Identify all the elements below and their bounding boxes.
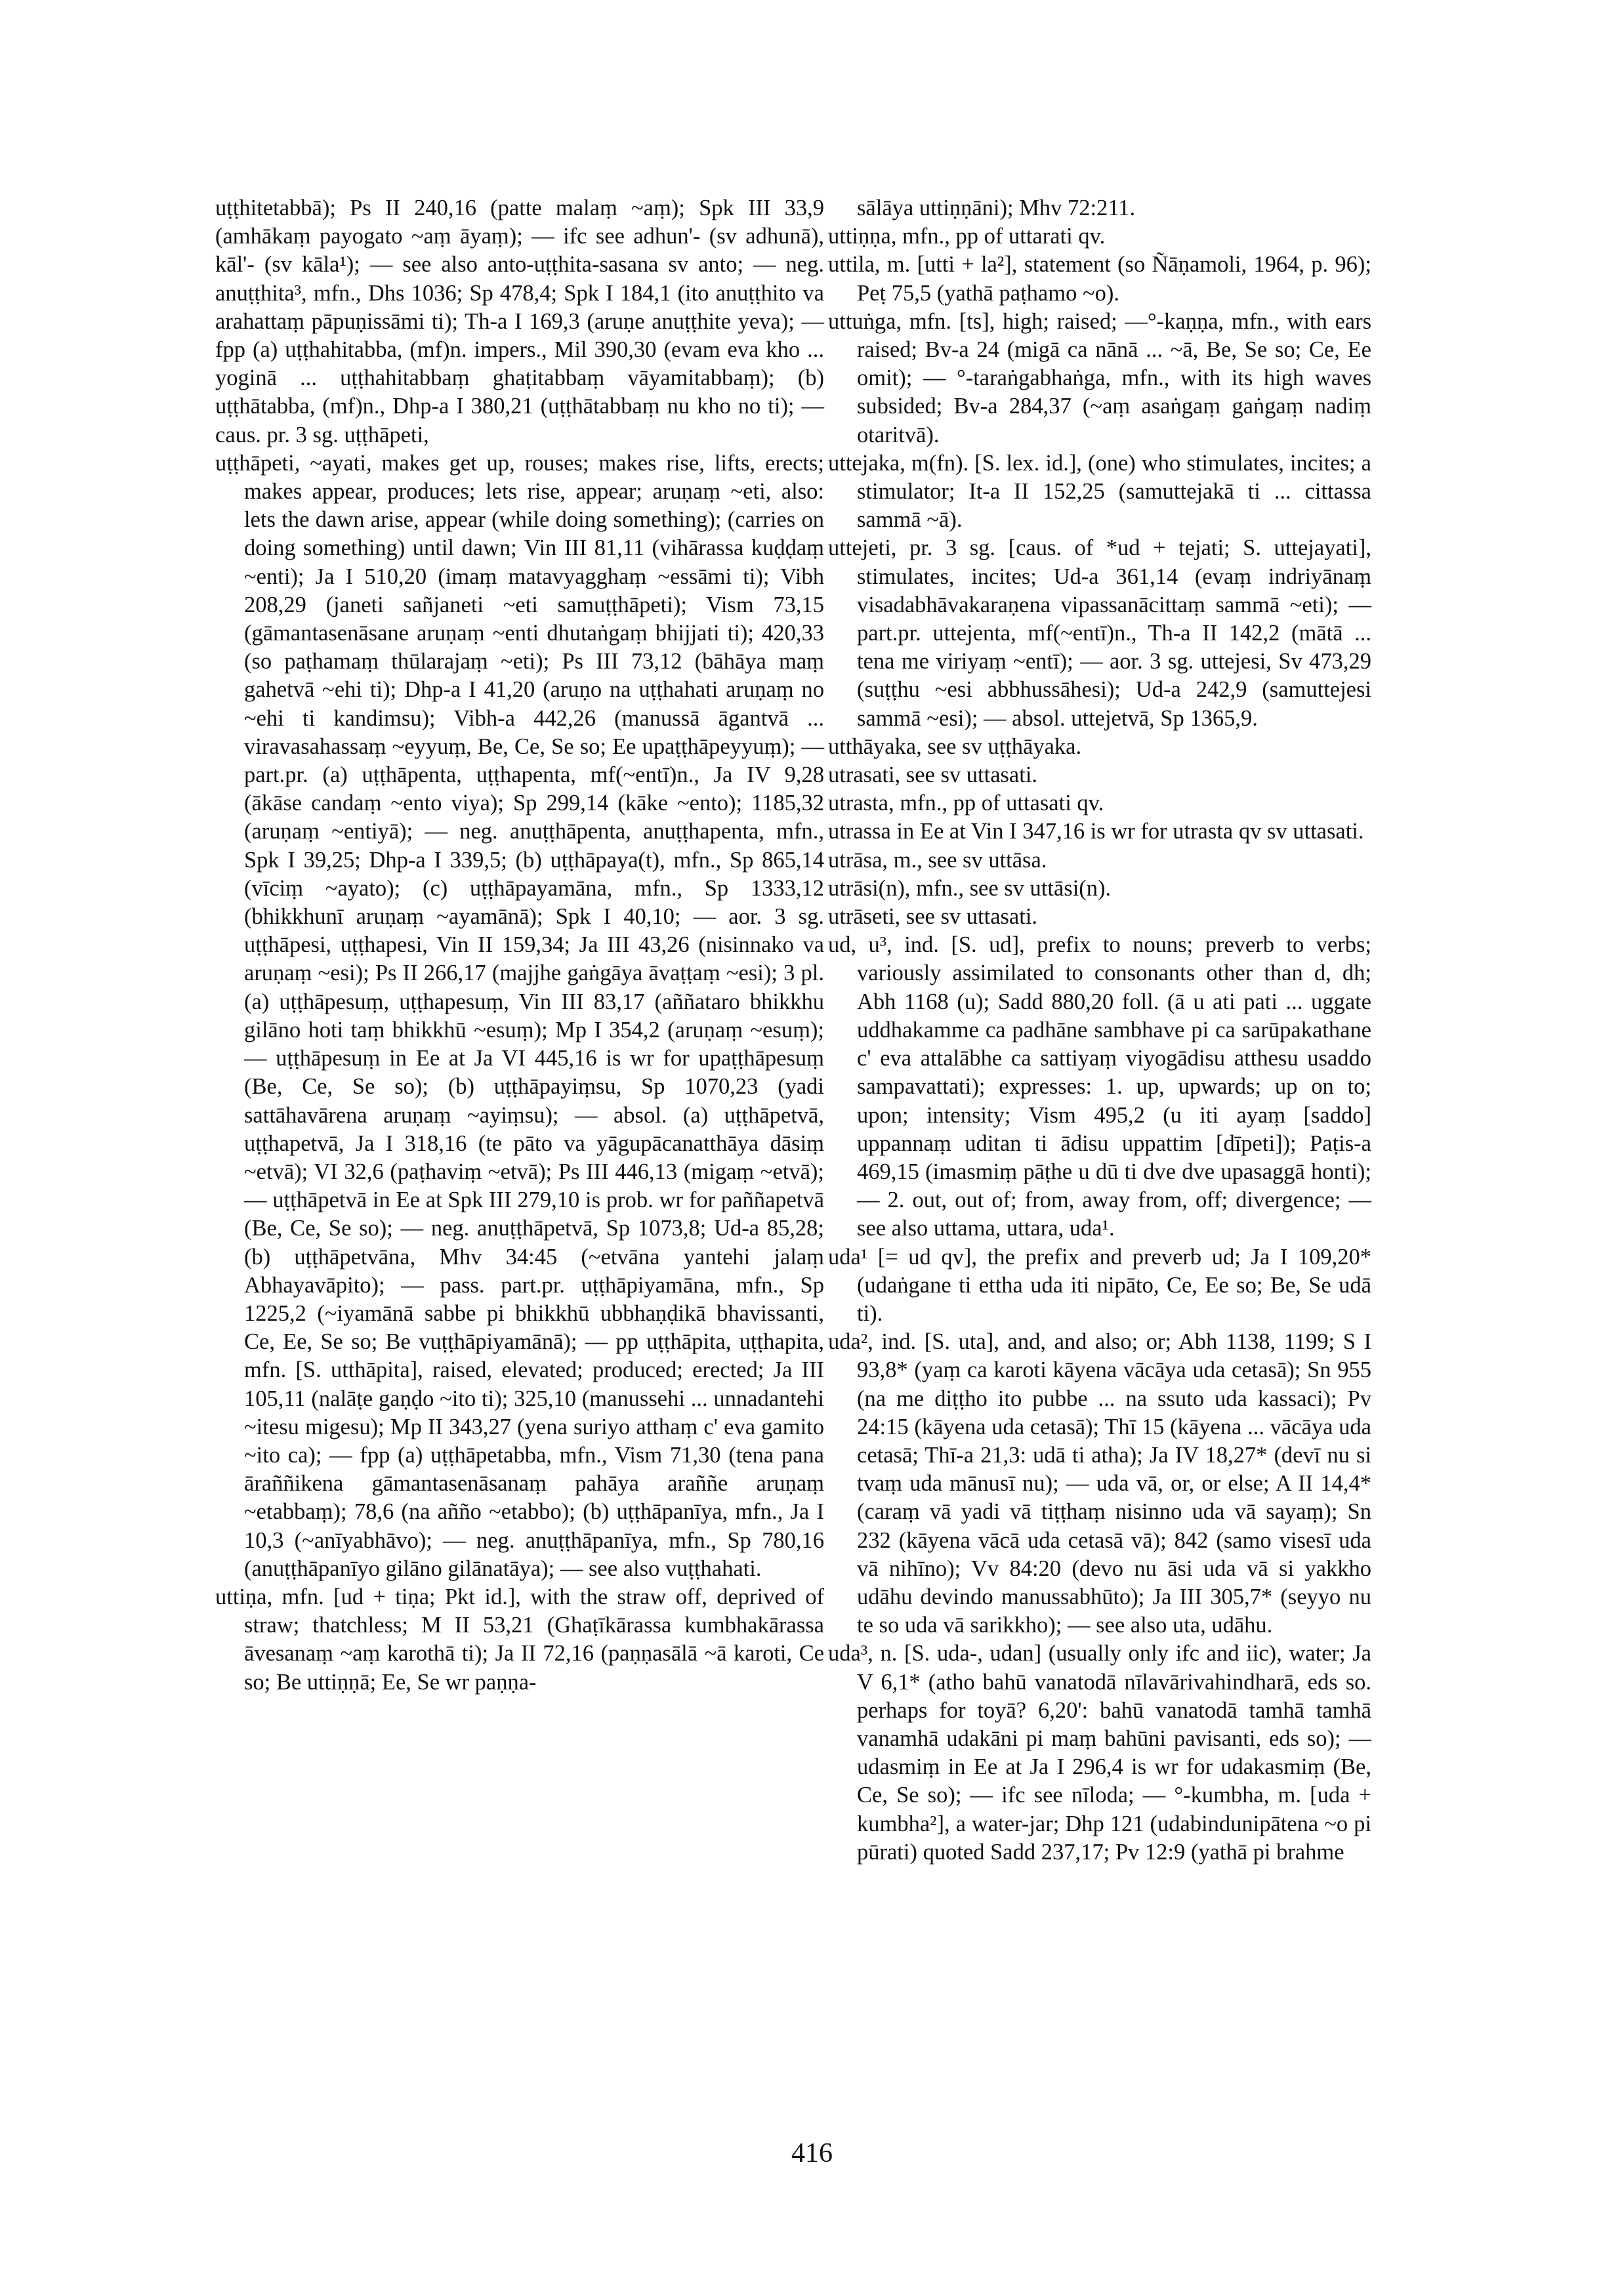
dictionary-entry: uttejeti, pr. 3 sg. [caus. of *ud + tejati; S. uttejayati], stimulates, incites; Ud-a 361,14 (evaṃ indriyānaṃ visadabhāvakaraṇena vipassanācittaṃ sammā ~eti); — part.pr. uttejenta, mf(~entī)n., Th-a II 142,2 (mātā ... tena me viriyaṃ ~entī); — aor. 3 sg. uttejesi, Sv 473,29 (suṭṭhu ~esi abbhussāhesi); Ud-a 242,9 (samuttejesi sammā ~esi); — absol. uttejetvā, Sp 1365,9.: [828, 535, 1371, 731]
dictionary-entry: utthāyaka, see sv uṭṭhāyaka.: [828, 734, 1082, 759]
dictionary-entry: uttejaka, m(fn). [S. lex. id.], (one) who stimulates, incites; a stimulator; It-a II 152,25 (samuttejakā ti ... cittassa sammā ~ā).: [828, 450, 1371, 533]
dictionary-entry: uttuṅga, mfn. [ts], high; raised; —°-kaṇṇa, mfn., with ears raised; Bv-a 24 (migā ca nānā ... ~ā, Be, Se so; Ce, Ee omit); — °-taraṅgabhaṅga, mfn., with its high waves subsided; Bv-a 284,37 (~aṃ asaṅgaṃ gaṅgaṃ nadiṃ otaritvā).: [828, 308, 1371, 447]
dictionary-entry: utrāseti, see sv uttasati.: [828, 904, 1038, 930]
dictionary-entry: uttila, m. [utti + la²], statement (so Ñāṇamoli, 1964, p. 96); Peṭ 75,5 (yathā paṭhamo ~o).: [828, 252, 1371, 306]
dictionary-entry: uda¹ [= ud qv], the prefix and preverb ud; Ja I 109,20* (udaṅgane ti ettha uda iti nipāto, Ce, Ee so; Be, Se udā ti).: [828, 1244, 1371, 1326]
continuation-text: sālāya uttiṇṇāni); Mhv 72:211.: [857, 196, 1136, 220]
dictionary-entry: utrasati, see sv uttasati.: [828, 762, 1038, 788]
dictionary-entry: uttiṇa, mfn. [ud + tiṇa; Pkt id.], with the straw off, deprived of straw; thatchless; M II 53,21 (Ghaṭīkārassa kumbhakārassa āvesanaṃ ~aṃ karothā ti); Ja II 72,16 (paṇṇasālā ~ā karoti, Ce so; Be uttiṇṇā; Ee, Se wr paṇṇa-: [215, 1584, 824, 1695]
dictionary-entry: uṭṭhāpeti, ~ayati, makes get up, rouses; makes rise, lifts, erects; makes appear, produces; lets rise, appear; aruṇaṃ ~eti, also: lets the dawn arise, appear (while doing something); (carries on doing something) until dawn; Vin III 81,11 (vihārassa kuḍḍaṃ ~enti); Ja I 510,20 (imaṃ matavyagghaṃ ~essāmi ti); Vibh 208,29 (janeti sañjaneti ~eti samuṭṭhāpeti); Vism 73,15 (gāmantasenāsane aruṇaṃ ~enti dhutaṅgaṃ bhijjati ti); 420,33 (so paṭhamaṃ thūlarajaṃ ~eti); Ps III 73,12 (bāhāya maṃ gahetvā ~ehi ti); Dhp-a I 41,20 (aruṇo na uṭṭhahati aruṇaṃ no ~ehi ti kandimsu); Vibh-a 442,26 (manussā āgantvā ... viravasahassaṃ ~eyyuṃ, Be, Ce, Se so; Ee upaṭṭhāpeyyuṃ); — part.pr. (a) uṭṭhāpenta, uṭṭhapenta, mf(~entī)n., Ja IV 9,28 (ākāse candaṃ ~ento viya); Sp 299,14 (kāke ~ento); 1185,32 (aruṇaṃ ~entiyā); — neg. anuṭṭhāpenta, anuṭṭhapenta, mfn., Spk I 39,25; Dhp-a I 339,5; (b) uṭṭhāpaya(t), mfn., Sp 865,14 (vīciṃ ~ayato); (c) uṭṭhāpayamāna, mfn., Sp 1333,12 (bhikkhunī aruṇaṃ ~ayamānā); Spk I 40,10; — aor. 3 sg. uṭṭhāpesi, uṭṭhapesi, Vin II 159,34; Ja III 43,26 (nisinnako va aruṇaṃ ~esi); Ps II 266,17 (majjhe gaṅgāya āvaṭṭaṃ ~esi); 3 pl. (a) uṭṭhāpesuṃ, uṭṭhapesuṃ, Vin III 83,17 (aññataro bhikkhu gilāno hoti taṃ bhikkhū ~esuṃ); Mp I 354,2 (aruṇaṃ ~esuṃ); — uṭṭhāpesuṃ in Ee at Ja VI 445,16 is wr for upaṭṭhāpesuṃ (Be, Ce, Se so); (b) uṭṭhāpayiṃsu, Sp 1070,23 (yadi sattāhavārena aruṇaṃ ~ayiṃsu); — absol. (a) uṭṭhāpetvā, uṭṭhapetvā, Ja I 318,16 (te pāto va yāgupācanatthāya dāsiṃ ~etvā); VI 32,6 (paṭhaviṃ ~etvā); Ps III 446,13 (migaṃ ~etvā); — uṭṭhāpetvā in Ee at Spk III 279,10 is prob. wr for paññapetvā (Be, Ce, Se so); — neg. anuṭṭhāpetvā, Sp 1073,8; Ud-a 85,28; (b) uṭṭhāpetvāna, Mhv 34:45 (~etvāna yantehi jalaṃ Abhayavāpito); — pass. part.pr. uṭṭhāpiyamāna, mfn., Sp 1225,2 (~iyamānā sabbe pi bhikkhū ubbhaṇḍikā bhavissanti, Ce, Ee, Se so; Be vuṭṭhāpiyamānā); — pp uṭṭhāpita, uṭṭhapita, mfn. [S. utthāpita], raised, elevated; produced; erected; Ja III 105,11 (nalāṭe gaṇḍo ~ito ti); 325,10 (manussehi ... unnadantehi ~itesu migesu); Mp II 343,27 (yena suriyo atthaṃ c' eva gamito ~ito ca); — fpp (a) uṭṭhāpetabba, mfn., Vism 71,30 (tena pana āraññikena gāmantasenāsanaṃ pahāya araññe aruṇaṃ ~etabbaṃ); 78,6 (na añño ~etabbo); (b) uṭṭhāpanīya, mfn., Ja I 10,3 (~anīyabhāvo); — neg. anuṭṭhāpanīya, mfn., Sp 780,16 (anuṭṭhāpanīyo gilāno gilānatāya); — see also vuṭṭhahati.: [215, 450, 824, 1581]
dictionary-entry: utrāsa, m., see sv uttāsa.: [828, 847, 1047, 873]
page-number: 416: [791, 2138, 833, 2168]
left-column: [215, 194, 824, 1697]
continuation-text: uṭṭhitetabbā); Ps II 240,16 (patte malaṃ ~aṃ); Spk III 33,9 (amhākaṃ payogato ~aṃ āyaṃ); — ifc see adhun'- (sv adhunā), kāl'- (sv kāla¹); — see also anto-uṭṭhita-sasana sv anto; — neg. anuṭṭhita³, mfn., Dhs 1036; Sp 478,4; Spk I 184,1 (ito anuṭṭhito va arahattaṃ pāpuṇissāmi ti); Th-a I 169,3 (aruṇe anuṭṭhite yeva); — fpp (a) uṭṭhahitabba, (mf)n. impers., Mil 390,30 (evam eva kho ... yoginā ... uṭṭhahitabbaṃ ghaṭitabbaṃ vāyamitabbaṃ); (b) uṭṭhātabba, (mf)n., Dhp-a I 380,21 (uṭṭhātabbaṃ nu kho no ti); — caus. pr. 3 sg. uṭṭhāpeti,: [215, 196, 824, 447]
dictionary-entry: ud, u³, ind. [S. ud], prefix to nouns; preverb to verbs; variously assimilated to consonants other than d, dh; Abh 1168 (u); Sadd 880,20 foll. (ā u ati pati ... uggate uddhakamme ca padhāne sambhave pi ca sarūpakathane c' eva attalābhe ca sattiyaṃ viyogādisu atthesu usaddo sampavattati); expresses: 1. up, upwards; up on to; upon; intensity; Vism 495,2 (u iti ayaṃ [saddo] uppannaṃ uditan ti ādisu uppattim [dīpeti]); Paṭis-a 469,15 (imasmiṃ pāṭhe u dū ti dve dve upasaggā honti); — 2. out, out of; from, away from, off; divergence; — see also uttama, uttara, uda¹.: [828, 932, 1371, 1241]
dictionary-entry: uda², ind. [S. uta], and, and also; or; Abh 1138, 1199; S I 93,8* (yaṃ ca karoti kāyena vācāya uda cetasā); Sn 955 (na me diṭṭho ito pubbe ... na ssuto uda kassaci); Pv 24:15 (kāyena uda cetasā); Thī 15 (kāyena ... vācāya uda cetasā; Thī-a 21,3: udā ti atha); Ja IV 18,27* (devī nu si tvaṃ uda mānusī nu); — uda vā, or, or else; A II 14,4* (caraṃ vā yadi vā tiṭṭhaṃ nisinno uda vā sayaṃ); Sn 232 (kāyena vācā uda cetasā vā); 842 (samo visesī uda vā nihīno); Vv 84:20 (devo nu āsi uda vā si yakkho udāhu devindo manussabhūto); Ja III 305,7* (seyyo nu te so uda vā sarikkho); — see also uta, udāhu.: [828, 1329, 1371, 1638]
dictionary-entry: uttiṇṇa, mfn., pp of uttarati qv.: [828, 224, 1106, 249]
dictionary-entry: uda³, n. [S. uda-, udan] (usually only ifc and iic), water; Ja V 6,1* (atho bahū vanatodā nīlavārivahindharā, eds so. perhaps for toyā? 6,20': bahū vanatodā tamhā tamhā vanamhā udakāni pi maṃ bahūni pavisanti, eds so); — udasmiṃ in Ee at Ja I 296,4 is wr for udakasmiṃ (Be, Ce, Se so); — ifc see nīloda; — °-kumbha, m. [uda + kumbha²], a water-jar; Dhp 121 (udabindunipātena ~o pi pūrati) quoted Sadd 237,17; Pv 12:9 (yathā pi brahme: [828, 1641, 1371, 1865]
right-column: [828, 194, 1371, 1867]
dictionary-entry: utrassa in Ee at Vin I 347,16 is wr for utrasta qv sv uttasati.: [828, 819, 1364, 844]
dictionary-entry: utrasta, mfn., pp of uttasati qv.: [828, 791, 1104, 816]
dictionary-entry: utrāsi(n), mfn., see sv uttāsi(n).: [828, 875, 1112, 901]
